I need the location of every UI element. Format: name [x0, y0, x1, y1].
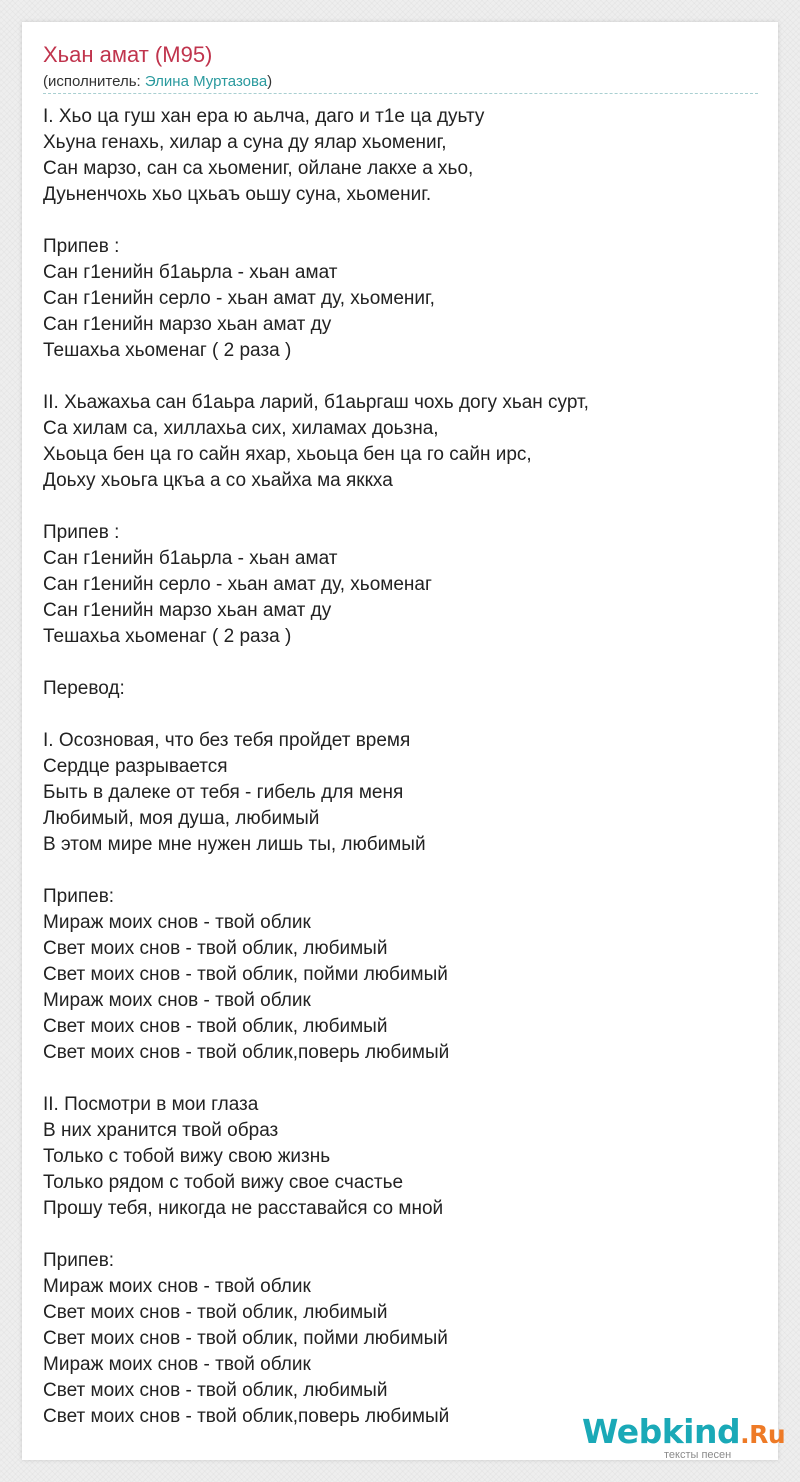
lyric-line [43, 1066, 758, 1092]
artist-suffix: ) [267, 73, 273, 90]
lyric-line [43, 858, 758, 884]
lyric-line [43, 1222, 758, 1248]
logo-brand: Webkind [582, 1412, 741, 1451]
lyric-line: Сердце разрывается [43, 756, 228, 777]
lyric-line: Прошу тебя, никогда не расставайся со мной [43, 1198, 444, 1219]
lyric-line: II. Хьажахьа сан б1аьра ларий, б1аьргаш чохь догу хьан сурт, [43, 392, 589, 413]
lyric-line [43, 494, 758, 520]
lyric-line: Свет моих снов - твой облик,поверь любимый [43, 1406, 450, 1427]
title-divider [43, 93, 758, 94]
lyric-line: Свет моих снов - твой облик, пойми любимый [43, 964, 448, 985]
lyric-line: Сан г1енийн марзо хьан амат ду [43, 314, 332, 335]
lyric-line: Только с тобой вижу свою жизнь [43, 1146, 331, 1167]
lyric-line: I. Хьо ца гуш хан ера ю аьлча, даго и т1е ца дуьту [43, 106, 485, 127]
lyric-line: Свет моих снов - твой облик,поверь любимый [43, 1042, 450, 1063]
logo-tld: .Ru [740, 1420, 786, 1449]
lyrics-text [43, 104, 758, 1430]
lyric-line: Свет моих снов - твой облик, любимый [43, 1380, 388, 1401]
lyric-line: Только рядом с тобой вижу свое счастье [43, 1172, 404, 1193]
site-logo[interactable] [582, 1412, 786, 1464]
artist-link[interactable]: Элина Муртазова [144, 73, 268, 90]
lyric-line: В них хранится твой образ [43, 1120, 279, 1141]
lyric-line: Сан г1енийн серло - хьан амат ду, хьоменаг [43, 574, 432, 595]
lyric-line: II. Посмотри в мои глаза [43, 1094, 259, 1115]
lyric-line [43, 650, 758, 676]
lyric-line: Мираж моих снов - твой облик [43, 1354, 311, 1375]
lyric-line: Сан г1енийн б1аьрла - хьан амат [43, 262, 338, 283]
artist-prefix: (исполнитель: [43, 73, 145, 90]
lyric-line: Припев : [43, 522, 120, 543]
lyric-line: Дуьненчохь хьо цхьаъ оьшу суна, хьомениг. [43, 184, 432, 205]
lyric-line: Перевод: [43, 678, 125, 699]
lyric-line: Свет моих снов - твой облик, пойми любимый [43, 1328, 448, 1349]
lyric-line: Са хилам са, хиллахьа сих, хиламах доьзна, [43, 418, 439, 439]
lyric-line [43, 364, 758, 390]
lyric-line: Сан г1енийн марзо хьан амат ду [43, 600, 332, 621]
lyric-line: Хьуна генахь, хилар а суна ду ялар хьомениг, [43, 132, 447, 153]
lyric-line [43, 208, 758, 234]
logo-tagline: тексты песен [664, 1449, 732, 1461]
lyric-line: Мираж моих снов - твой облик [43, 1276, 311, 1297]
lyric-line: Мираж моих снов - твой облик [43, 912, 311, 933]
lyric-line: Припев: [43, 1250, 115, 1271]
lyric-line: Свет моих снов - твой облик, любимый [43, 938, 388, 959]
lyric-line: Сан марзо, сан са хьомениг, ойлане лакхе а хьо, [43, 158, 474, 179]
lyric-line: Хьоьца бен ца го сайн яхар, хьоьца бен ца го сайн ирс, [43, 444, 532, 465]
lyric-line: Тешахьа хьоменаг ( 2 раза ) [43, 626, 292, 647]
lyric-line: Припев : [43, 236, 120, 257]
lyrics-card [22, 22, 786, 1461]
lyric-line: Тешахьа хьоменаг ( 2 раза ) [43, 340, 292, 361]
lyric-line: Припев: [43, 886, 115, 907]
lyric-line: Доьху хьоьга цкъа а со хьайха ма яккха [43, 470, 393, 491]
song-title: Хьан амат (M95) [43, 42, 213, 67]
lyric-line: Мираж моих снов - твой облик [43, 990, 311, 1011]
lyric-line: В этом мире мне нужен лишь ты, любимый [43, 834, 426, 855]
artist-line [43, 72, 272, 92]
lyric-line: Любимый, моя душа, любимый [43, 808, 320, 829]
lyric-line: Свет моих снов - твой облик, любимый [43, 1016, 388, 1037]
lyric-line: I. Осозновая, что без тебя пройдет время [43, 730, 411, 751]
lyric-line: Свет моих снов - твой облик, любимый [43, 1302, 388, 1323]
lyric-line: Быть в далеке от тебя - гибель для меня [43, 782, 404, 803]
lyric-line: Сан г1енийн серло - хьан амат ду, хьомениг, [43, 288, 435, 309]
lyric-line: Сан г1енийн б1аьрла - хьан амат [43, 548, 338, 569]
lyric-line [43, 702, 758, 728]
